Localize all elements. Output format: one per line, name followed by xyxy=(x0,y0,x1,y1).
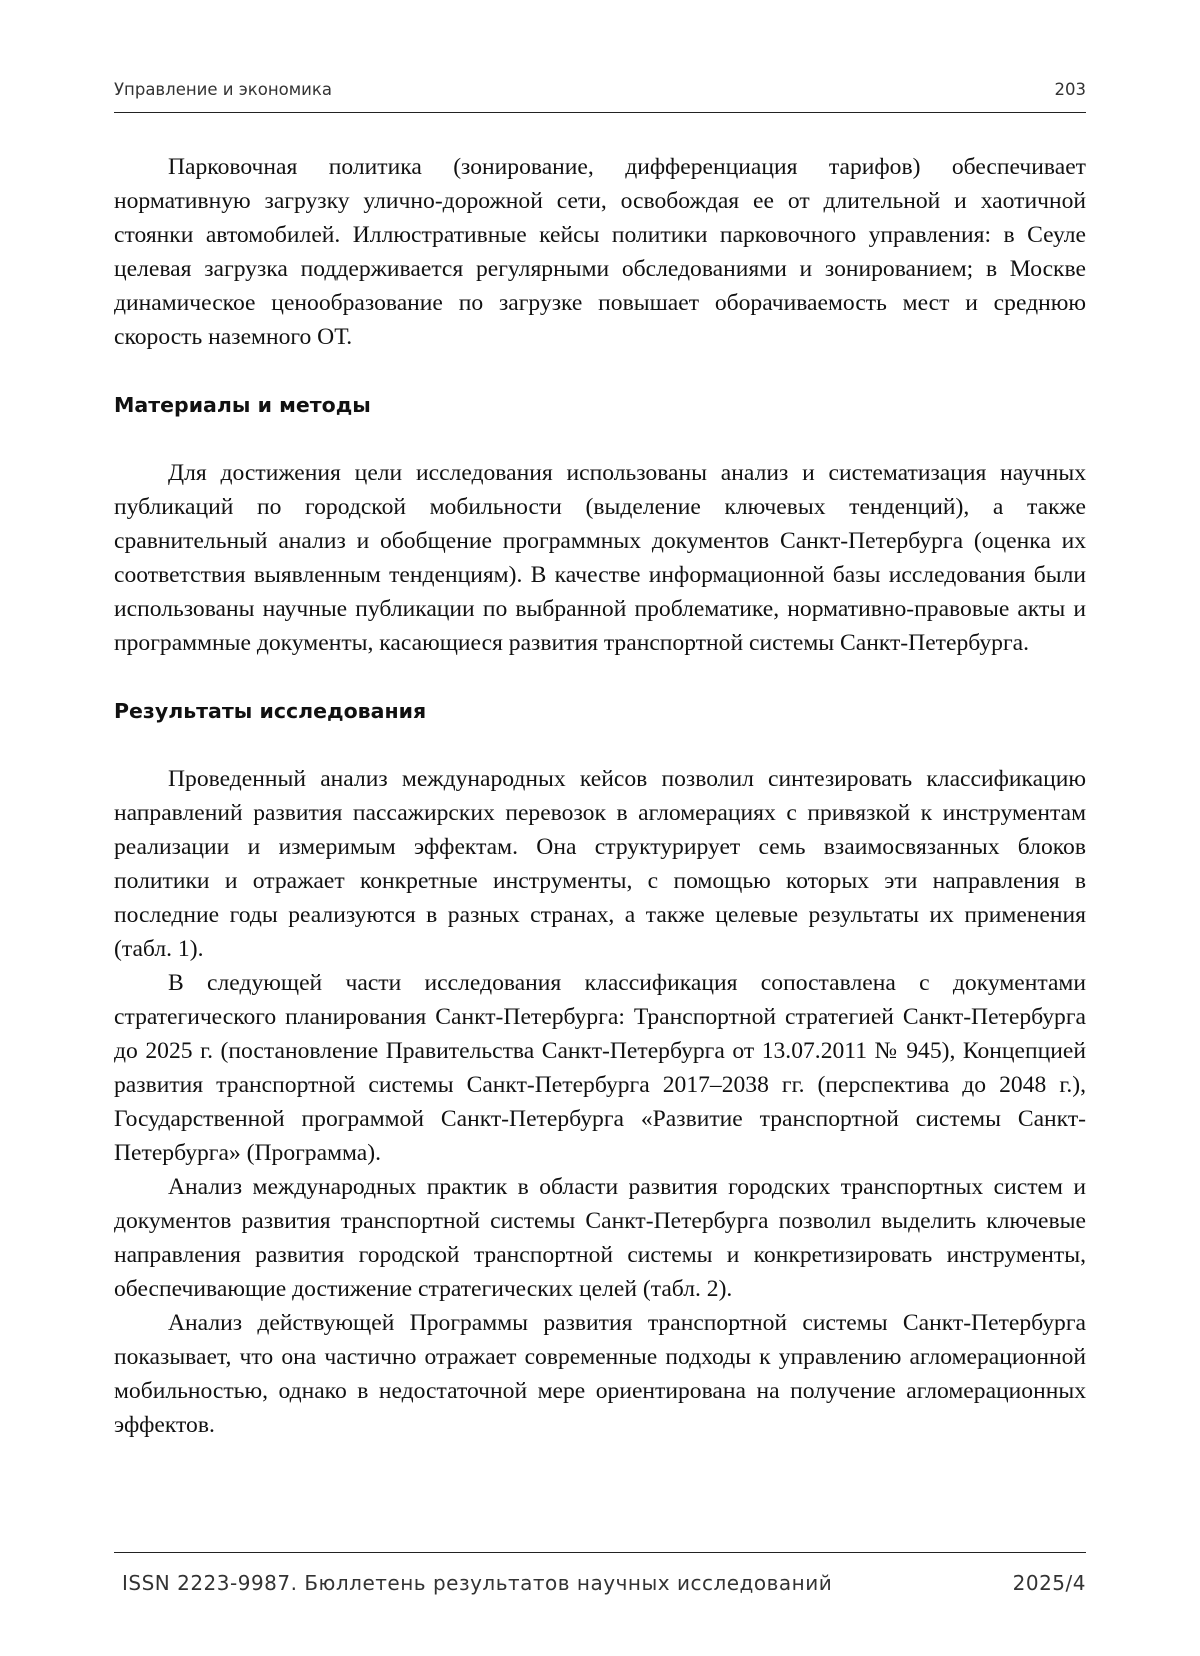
paragraph-results-documents: В следующей части исследования классификация сопоставлена с документами стратегического планирования Санкт-Петербурга: Транспортной стратегией Санкт-Петербурга до 2025 г. (постановление Правительства Санкт-Петербурга от 13.07.2011 № 945), Концепцией развития транспортной системы Санкт-Петербурга 2017–2038 гг. (перспектива до 2048 г.), Государственной программой Санкт-Петербурга «Развитие транспортной системы Санкт-Петербурга» (Программа). xyxy=(114,970,1086,1166)
heading-results: Результаты исследования xyxy=(114,699,427,723)
heading-materials-methods: Материалы и методы xyxy=(114,393,371,417)
paragraph-results-program: Анализ действующей Программы развития транспортной системы Санкт-Петербурга показывает, что она частично отражает современные подходы к управлению агломерационной мобильностью, однако в недостаточной мере ориентирована на получение агломерационных эффектов. xyxy=(114,1310,1086,1438)
running-footer xyxy=(114,1552,1086,1607)
paragraph-results-directions: Анализ международных практик в области развития городских транспортных систем и документов развития транспортной системы Санкт-Петербурга позволил выделить ключевые направления развития городской транспортной системы и конкретизировать инструменты, обеспечивающие достижение стратегических целей (табл. 2). xyxy=(114,1174,1086,1302)
running-header xyxy=(114,76,1086,113)
footer-issue-number: 2025/4 xyxy=(1012,1571,1086,1595)
header-page-number: 203 xyxy=(1054,80,1086,99)
article-body xyxy=(114,150,1086,1442)
paragraph-results-classification: Проведенный анализ международных кейсов позволил синтезировать классификацию направлений развития пассажирских перевозок в агломерациях с привязкой к инструментам реализации и измеримым эффектам. Она структурирует семь взаимосвязанных блоков политики и отражает конкретные инструменты, с помощью которых эти направления в последние годы реализуются в разных странах, а также целевые результаты их применения (табл. 1). xyxy=(114,766,1086,962)
footer-journal-title: ISSN 2223-9987. Бюллетень результатов научных исследований xyxy=(122,1571,833,1595)
paragraph-methods: Для достижения цели исследования использованы анализ и систематизация научных публикаций по городской мобильности (выделение ключевых тенденций), а также сравнительный анализ и обобщение программных документов Санкт-Петербурга (оценка их соответствия выявленным тенденциям). В качестве информационной базы исследования были использованы научные публикации по выбранной проблематике, нормативно-правовые акты и программные документы, касающиеся развития транспортной системы Санкт-Петербурга. xyxy=(114,460,1086,656)
header-section-title: Управление и экономика xyxy=(114,80,332,99)
paragraph-parking-policy: Парковочная политика (зонирование, дифференциация тарифов) обеспечивает нормативную загрузку улично-дорожной сети, освобождая ее от длительной и хаотичной стоянки автомобилей. Иллюстративные кейсы политики парковочного управления: в Сеуле целевая загрузка поддерживается регулярными обследованиями и зонированием; в Москве динамическое ценообразование по загрузке повышает оборачиваемость мест и среднюю скорость наземного ОТ. xyxy=(114,154,1086,350)
